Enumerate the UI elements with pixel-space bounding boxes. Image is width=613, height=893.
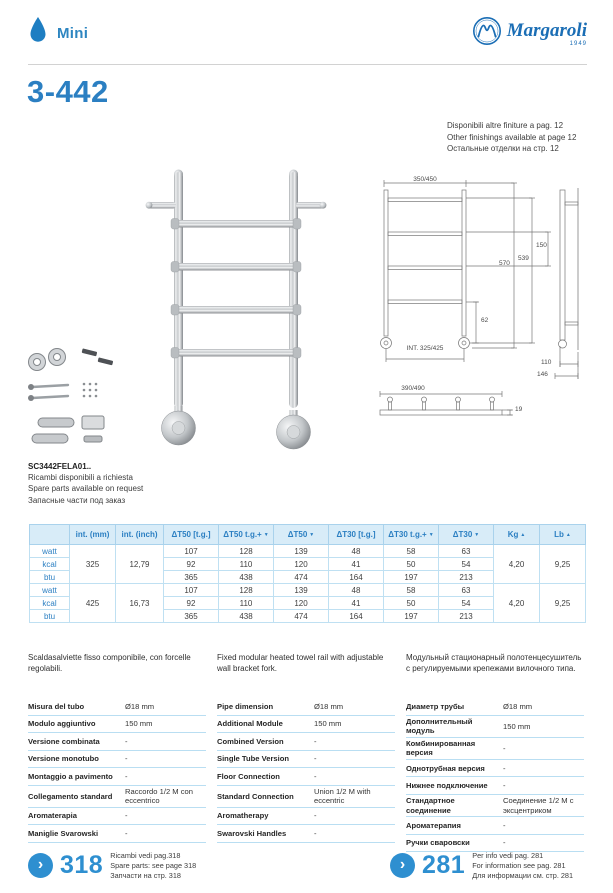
spec-value: 150 mm [314,719,342,729]
value-cell: 164 [329,610,384,623]
spec-row [406,716,584,738]
spec-label: Ароматерапия [406,820,461,830]
int-mm-cell: 325 [70,545,116,584]
dimension-label: 62 [481,317,489,324]
table-header-row [30,525,586,545]
spec-row [406,760,584,778]
value-cell: 110 [219,597,274,610]
kg-cell: 4,20 [494,584,540,623]
spec-value: - [314,754,317,764]
spec-label: Misura del tubo [28,701,85,711]
spec-value: - [125,771,128,781]
spec-label: Дополнительный модуль [406,717,473,736]
page-header [28,16,587,51]
spec-label: Versione combinata [28,736,100,746]
page-footer [28,851,587,885]
col-label: Kg [507,530,519,539]
spec-table-ru [406,698,584,852]
spec-row [406,738,584,760]
dimension-label: 150 [536,242,547,249]
spec-row [28,733,206,751]
value-cell: 474 [274,610,329,623]
spec-value: - [503,781,506,791]
spec-row [217,825,395,843]
spec-label: Additional Module [217,719,283,729]
spare-parts-note [28,461,143,506]
info-ref-text [472,851,573,881]
spec-row [28,786,206,808]
spec-label: Aromaterapia [28,811,77,821]
finishes-note-en: Other finishings available at page 12 [447,132,577,142]
value-cell: 128 [219,584,274,597]
col-dt30-tg-v [384,525,439,545]
value-cell: 128 [219,545,274,558]
col-int-mm: int. (mm) [70,525,116,545]
fan-icon: ▼ [474,531,480,538]
value-cell: 50 [384,558,439,571]
col-dt50-v [274,525,329,545]
spec-row [406,777,584,795]
spec-value: Union 1/2 M with eccentric [314,787,371,806]
value-cell: 438 [219,610,274,623]
spec-value: - [314,771,317,781]
unit-label: btu [30,610,70,623]
ref-line-it: Per info vedi pag. 281 [472,851,544,860]
spec-value: - [503,763,506,773]
spec-label: Combined Version [217,736,284,746]
spec-row [217,716,395,734]
value-cell: 92 [164,597,219,610]
weight-icon: ▲ [520,531,526,538]
spec-row [406,698,584,716]
spec-label: Однотрубная версия [406,763,485,773]
spec-value: - [125,811,128,821]
brand-logo [472,16,587,51]
col-label: ΔT50 [287,530,308,539]
kg-cell: 4,20 [494,545,540,584]
spec-value: - [503,743,506,753]
spec-label: Pipe dimension [217,701,274,711]
spec-row [28,716,206,734]
spec-row [28,698,206,716]
spec-label: Collegamento standard [28,791,113,801]
dimension-label: 110 [541,359,552,366]
spec-row [217,768,395,786]
int-inch-cell: 12,79 [116,545,164,584]
value-cell: 58 [384,545,439,558]
value-cell: 197 [384,610,439,623]
value-cell: 48 [329,545,384,558]
ref-line-ru: Запчасти на стр. 318 [110,870,181,880]
value-cell: 48 [329,584,384,597]
spare-parts-note-it: Ricambi disponibili a richiesta [28,473,133,483]
spec-label: Нижнее подключение [406,781,488,791]
spec-row [217,808,395,826]
value-cell: 92 [164,558,219,571]
series-header [28,16,88,48]
table-row [30,584,586,597]
spare-parts-page-number: 318 [60,851,104,880]
series-name: Mini [57,24,89,42]
col-int-inch: int. (inch) [116,525,164,545]
spec-label: Стандартное соединение [406,796,455,815]
value-cell: 58 [384,584,439,597]
brand-name: Margaroli [506,19,587,41]
spec-row [406,795,584,817]
dimension-label: 539 [518,255,529,262]
spare-parts-code: SC3442FELA01.. [28,462,92,471]
spec-value: - [503,838,506,848]
finishes-note-it: Disponibili altre finiture a pag. 12 [447,121,564,130]
spec-row [28,768,206,786]
brand-name-block [507,21,587,47]
value-cell: 213 [439,610,494,623]
spec-value: - [503,820,506,830]
col-lb [540,525,586,545]
spec-row [217,751,395,769]
header-divider [28,64,587,65]
value-cell: 474 [274,571,329,584]
technical-drawing [362,176,602,444]
spare-parts-ref-text [110,851,196,881]
spare-parts-page-ref [28,851,196,881]
ref-line-ru: Для информации см. стр. 281 [472,870,574,880]
lb-cell: 9,25 [540,584,586,623]
spec-row [28,825,206,843]
fan-icon: ▼ [428,531,434,538]
spec-value: - [125,754,128,764]
lb-cell: 9,25 [540,545,586,584]
int-inch-cell: 16,73 [116,584,164,623]
value-cell: 213 [439,571,494,584]
spare-parts-image [24,342,124,454]
spec-label: Swarovski Handles [217,828,287,838]
spec-row [28,751,206,769]
finishes-note-ru: Остальные отделки на стр. 12 [447,144,559,154]
spec-table-it [28,698,206,852]
spec-label: Ручки сваровски [406,838,470,848]
brand-year: 1949 [569,40,587,47]
info-page-ref [390,851,573,881]
spec-label: Montaggio a pavimento [28,771,113,781]
spec-value: - [314,736,317,746]
value-cell: 365 [164,571,219,584]
value-cell: 110 [219,558,274,571]
spec-value: Raccordo 1/2 M con eccentrico [125,787,193,806]
value-cell: 54 [439,558,494,571]
col-label: ΔT50 t.g.+ [223,530,262,539]
dimension-label: 390/490 [401,385,425,392]
unit-label: watt [30,545,70,558]
spec-value: - [125,736,128,746]
spec-value: - [125,828,128,838]
description-en: Fixed modular heated towel rail with adjustable wall bracket fork. [217,653,384,674]
water-drop-icon [28,16,48,48]
unit-label: btu [30,571,70,584]
ref-line-it: Ricambi vedi pag.318 [110,851,181,860]
spec-label: Versione monotubo [28,754,99,764]
unit-label: kcal [30,558,70,571]
value-cell: 41 [329,558,384,571]
dimension-label: 570 [499,260,510,267]
product-photo [128,166,343,461]
finishes-note [447,120,576,155]
value-cell: 63 [439,545,494,558]
value-cell: 120 [274,558,329,571]
ref-line-en: For information see pag. 281 [472,860,566,870]
dimension-label: 146 [537,371,548,378]
col-kg [494,525,540,545]
spec-value: - [314,828,317,838]
chevron-right-icon[interactable]: › [28,853,53,878]
spec-label: Aromatherapy [217,811,269,821]
value-cell: 41 [329,597,384,610]
unit-label: watt [30,584,70,597]
spare-parts-note-ru: Запасные части под заказ [28,495,126,505]
spec-row [217,698,395,716]
col-dt30-v [439,525,494,545]
spec-table-en [217,698,395,852]
description-row [28,652,584,674]
spec-label: Standard Connection [217,791,294,801]
value-cell: 139 [274,584,329,597]
spec-row [217,786,395,808]
spec-label: Floor Connection [217,771,280,781]
spec-value: Ø18 mm [125,701,155,711]
fan-icon: ▼ [309,531,315,538]
col-empty [30,525,70,545]
col-label: ΔT30 [452,530,473,539]
spec-label: Диаметр трубы [406,701,465,711]
dimension-label: INT. 325/425 [406,345,444,352]
value-cell: 107 [164,584,219,597]
value-cell: 365 [164,610,219,623]
description-it: Scaldasalviette fisso componibile, con forcelle regolabili. [28,653,191,674]
value-cell: 107 [164,545,219,558]
table-row [30,545,586,558]
spec-label: Комбинированная версия [406,739,476,758]
value-cell: 63 [439,584,494,597]
spec-value: Соединение 1/2 M с эксцентриком [503,796,574,815]
value-cell: 50 [384,597,439,610]
weight-icon: ▲ [565,531,571,538]
spec-label: Modulo aggiuntivo [28,719,96,729]
spec-row [217,733,395,751]
info-page-number: 281 [422,851,466,880]
description-ru: Модульный стационарный полотенцесушитель с регулируемыми крепежами вилочного типа. [406,653,582,674]
chevron-right-icon[interactable]: › [390,853,415,878]
dimension-label: 350/450 [413,176,437,183]
unit-label: kcal [30,597,70,610]
spec-value: - [314,811,317,821]
value-cell: 139 [274,545,329,558]
spec-row [406,835,584,853]
spec-label: Single Tube Version [217,754,290,764]
spec-row [28,808,206,826]
dimension-label: 19 [515,406,523,413]
int-mm-cell: 425 [70,584,116,623]
spec-value: 150 mm [503,721,531,731]
col-dt30-tg: ΔT30 [t.g.] [329,525,384,545]
col-dt50-tg-v [219,525,274,545]
spare-parts-note-en: Spare parts available on request [28,484,144,494]
value-cell: 197 [384,571,439,584]
spec-label: Maniglie Svarowski [28,828,99,838]
margaroli-logo-icon [472,16,502,51]
value-cell: 120 [274,597,329,610]
spec-row [406,817,584,835]
performance-table [29,524,586,623]
value-cell: 164 [329,571,384,584]
col-dt50-tg: ΔT50 [t.g.] [164,525,219,545]
value-cell: 54 [439,597,494,610]
model-number: 3-442 [27,74,109,109]
col-label: ΔT30 t.g.+ [388,530,427,539]
spec-value: Ø18 mm [314,701,344,711]
spec-tables [28,698,584,852]
value-cell: 438 [219,571,274,584]
spec-value: Ø18 mm [503,701,533,711]
ref-line-en: Spare parts: see page 318 [110,860,197,870]
col-label: Lb [554,530,564,539]
fan-icon: ▼ [263,531,269,538]
spec-value: 150 mm [125,719,153,729]
